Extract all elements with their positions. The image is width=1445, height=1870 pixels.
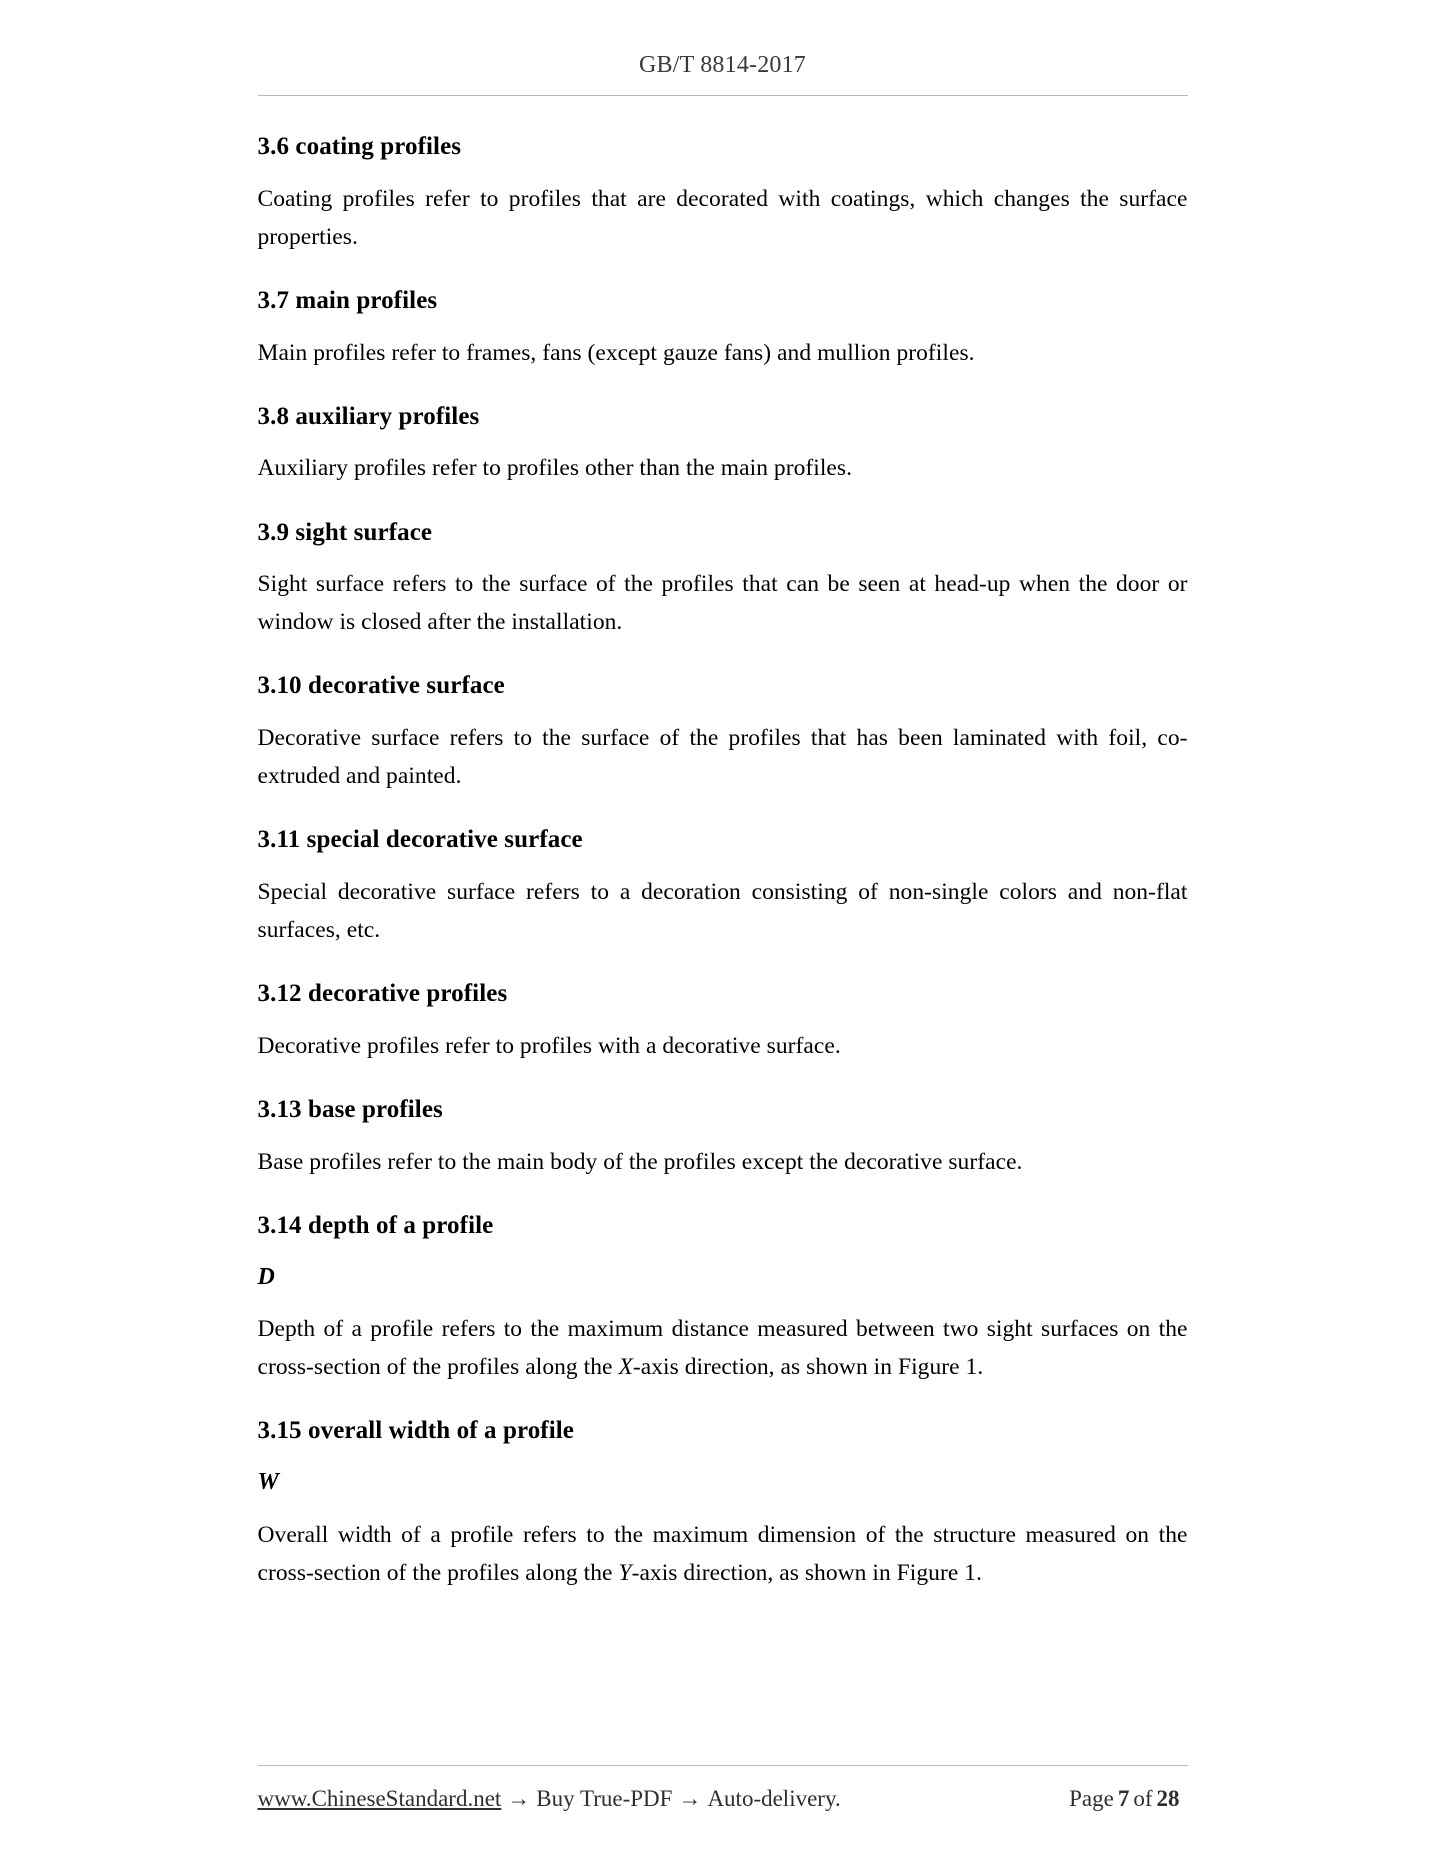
term-definition: Base profiles refer to the main body of the profiles except the decorative surface. bbox=[257, 1148, 1023, 1175]
term-heading: 3.14 depth of a profile bbox=[257, 1211, 494, 1239]
term-heading: 3.8 auxiliary profiles bbox=[257, 402, 480, 430]
term-symbol: D bbox=[257, 1263, 275, 1290]
arrow-icon: → bbox=[507, 1786, 531, 1811]
term-definition: Decorative profiles refer to profiles with a decorative surface. bbox=[257, 1032, 841, 1059]
term-section bbox=[258, 977, 1188, 1065]
axis-symbol: X bbox=[618, 1354, 633, 1381]
term-definition bbox=[258, 1310, 1188, 1386]
page-label: Page bbox=[1069, 1786, 1114, 1811]
page-header bbox=[0, 0, 1445, 79]
page-total: 28 bbox=[1156, 1786, 1180, 1811]
definition-text-post: -axis direction, as shown in Figure 1. bbox=[631, 1559, 982, 1586]
page-number: 7 bbox=[1117, 1786, 1130, 1811]
term-section bbox=[258, 1414, 1188, 1591]
term-definition: Decorative surface refers to the surface of the profiles that has been laminated with foil, co-extruded and painted. bbox=[257, 725, 1188, 790]
term-definition: Main profiles refer to frames, fans (except gauze fans) and mullion profiles. bbox=[257, 339, 975, 366]
buy-label: Buy True-PDF bbox=[536, 1786, 673, 1811]
term-section bbox=[258, 400, 1188, 488]
delivery-label: Auto-delivery. bbox=[707, 1786, 841, 1811]
term-heading: 3.15 overall width of a profile bbox=[257, 1417, 575, 1445]
term-heading: 3.10 decorative surface bbox=[257, 672, 505, 700]
arrow-icon: → bbox=[678, 1786, 702, 1811]
definition-text-pre: Overall width of a profile refers to the maximum dimension of the structure measured on the cross-section of the profiles along the bbox=[257, 1521, 1188, 1586]
term-heading: 3.7 main profiles bbox=[257, 286, 438, 314]
term-section bbox=[258, 669, 1188, 795]
page-indicator bbox=[1069, 1786, 1187, 1812]
term-heading: 3.11 special decorative surface bbox=[257, 826, 583, 854]
of-label: of bbox=[1133, 1786, 1153, 1811]
term-section bbox=[258, 130, 1188, 256]
term-section bbox=[258, 284, 1188, 372]
term-definition: Sight surface refers to the surface of the profiles that can be seen at head-up when the door or window is closed after the installation. bbox=[257, 571, 1188, 636]
term-definition: Coating profiles refer to profiles that are decorated with coatings, which changes the surface properties. bbox=[257, 185, 1188, 250]
term-heading: 3.12 decorative profiles bbox=[257, 980, 508, 1008]
term-section bbox=[258, 1093, 1188, 1181]
term-heading: 3.13 base profiles bbox=[257, 1095, 443, 1123]
standard-id: GB/T 8814-2017 bbox=[638, 52, 807, 78]
term-heading: 3.9 sight surface bbox=[257, 518, 433, 546]
axis-symbol: Y bbox=[618, 1559, 632, 1586]
term-heading: 3.6 coating profiles bbox=[257, 133, 462, 160]
term-definition: Auxiliary profiles refer to profiles other than the main profiles. bbox=[257, 455, 853, 482]
term-section bbox=[258, 516, 1188, 642]
term-definition: Special decorative surface refers to a decoration consisting of non-single colors and non-flat surfaces, etc. bbox=[257, 879, 1188, 944]
document-body bbox=[258, 96, 1188, 1592]
page-footer bbox=[258, 1765, 1188, 1812]
term-section bbox=[258, 823, 1188, 949]
footer-promo bbox=[258, 1786, 841, 1812]
term-definition bbox=[258, 1516, 1188, 1592]
definition-text-pre: Depth of a profile refers to the maximum distance measured between two sight surfaces on the cross-section of the profiles along the bbox=[257, 1316, 1188, 1381]
website-link[interactable]: www.ChineseStandard.net bbox=[257, 1786, 502, 1811]
term-symbol: W bbox=[257, 1468, 279, 1495]
definition-text-post: -axis direction, as shown in Figure 1. bbox=[632, 1354, 984, 1381]
term-section bbox=[258, 1209, 1188, 1386]
